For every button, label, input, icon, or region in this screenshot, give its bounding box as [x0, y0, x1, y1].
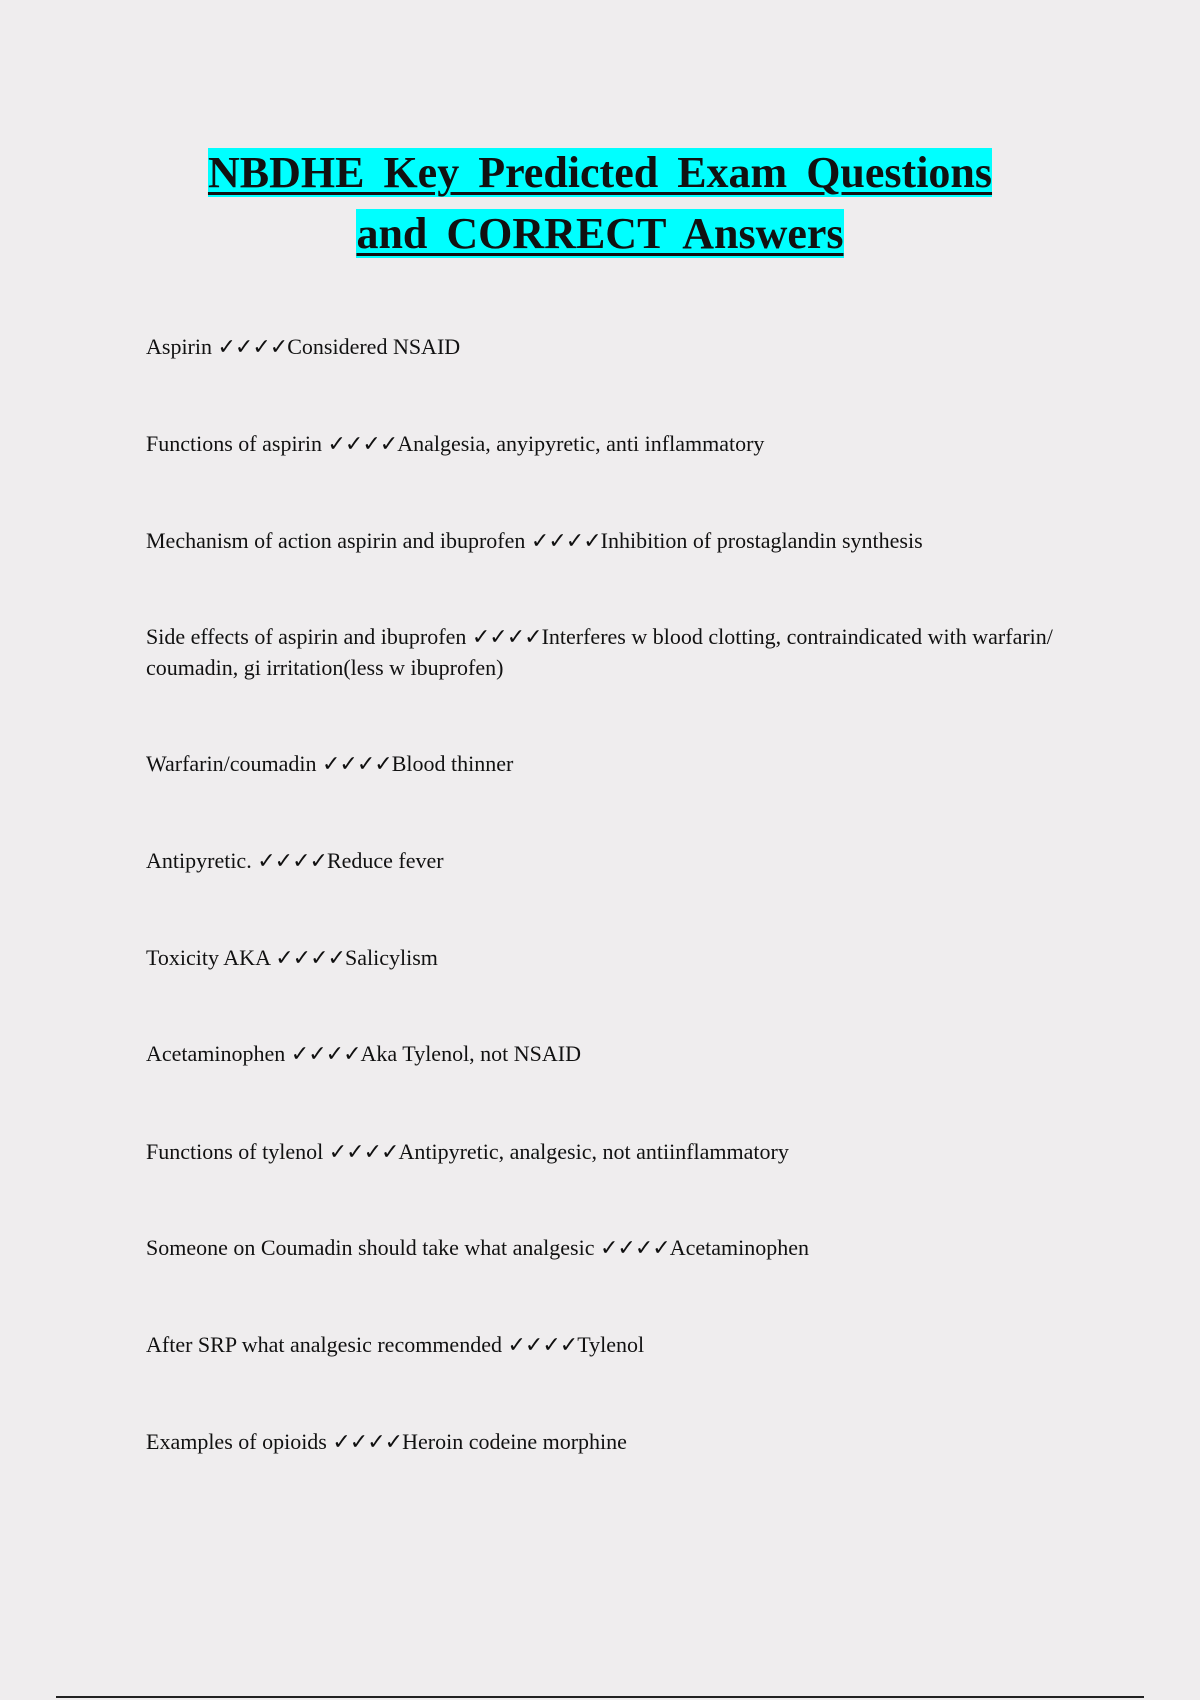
- checkmarks-icon: ✓✓✓✓: [328, 1140, 399, 1165]
- qa-answer: Heroin codeine morphine: [402, 1429, 627, 1454]
- qa-answer: Salicylism: [344, 945, 438, 970]
- qa-answer: Interferes w blood clotting, contraindicated with warfarin/ coumadin, gi irritation(less w ibuprofen): [146, 624, 1053, 680]
- qa-entry: [146, 846, 1076, 877]
- checkmarks-icon: ✓✓✓✓: [217, 335, 288, 360]
- qa-question: Examples of opioids: [146, 1429, 333, 1454]
- qa-entry: [146, 1039, 1076, 1070]
- title-line-1: NBDHE Key Predicted Exam Questions: [207, 148, 993, 197]
- qa-answer: Reduce fever: [326, 848, 444, 873]
- qa-answer: Blood thinner: [391, 751, 514, 776]
- qa-question: Warfarin/coumadin: [146, 751, 322, 776]
- qa-entry: [146, 1427, 1076, 1458]
- qa-answer: Antipyretic, analgesic, not antiinflammatory: [398, 1139, 789, 1164]
- qa-entry: [146, 749, 1076, 780]
- qa-question: Mechanism of action aspirin and ibuprofen: [146, 528, 531, 553]
- qa-question: Toxicity AKA: [146, 945, 276, 970]
- checkmarks-icon: ✓✓✓✓: [530, 529, 601, 554]
- qa-entry: [146, 1330, 1076, 1361]
- qa-answer: Tylenol: [577, 1332, 645, 1357]
- qa-entry: [146, 332, 1076, 363]
- qa-answer: Inhibition of prostaglandin synthesis: [600, 528, 923, 553]
- qa-answer: Analgesia, anyipyretic, anti inflammatory: [397, 431, 765, 456]
- checkmarks-icon: ✓✓✓✓: [257, 849, 327, 874]
- checkmarks-icon: ✓✓✓✓: [327, 432, 398, 457]
- qa-question: Side effects of aspirin and ibuprofen: [146, 624, 472, 649]
- qa-entry: [146, 622, 1076, 683]
- qa-entry: [146, 1233, 1076, 1264]
- qa-question: Aspirin: [146, 334, 218, 359]
- qa-question: Functions of tylenol: [146, 1139, 329, 1164]
- page-title: [80, 142, 1120, 264]
- qa-answer: Considered NSAID: [287, 334, 461, 359]
- checkmarks-icon: ✓✓✓✓: [275, 946, 345, 971]
- checkmarks-icon: ✓✓✓✓: [599, 1236, 670, 1261]
- qa-question: After SRP what analgesic recommended: [146, 1332, 508, 1357]
- title-line-2: and CORRECT Answers: [356, 209, 844, 258]
- qa-question: Antipyretic.: [146, 848, 258, 873]
- qa-entry: [146, 429, 1076, 460]
- qa-question: Acetaminophen: [146, 1041, 291, 1066]
- page-bottom-divider: [56, 1696, 1144, 1698]
- qa-entry: [146, 526, 1076, 557]
- checkmarks-icon: ✓✓✓✓: [332, 1430, 403, 1455]
- checkmarks-icon: ✓✓✓✓: [290, 1042, 361, 1067]
- qa-answer: Aka Tylenol, not NSAID: [360, 1041, 582, 1066]
- qa-entry: [146, 1137, 1076, 1168]
- checkmarks-icon: ✓✓✓✓: [322, 752, 392, 777]
- qa-question: Someone on Coumadin should take what analgesic: [146, 1235, 600, 1260]
- qa-answer: Acetaminophen: [669, 1235, 809, 1260]
- checkmarks-icon: ✓✓✓✓: [471, 625, 542, 650]
- qa-question: Functions of aspirin: [146, 431, 328, 456]
- qa-entry: [146, 943, 1076, 974]
- checkmarks-icon: ✓✓✓✓: [507, 1333, 578, 1358]
